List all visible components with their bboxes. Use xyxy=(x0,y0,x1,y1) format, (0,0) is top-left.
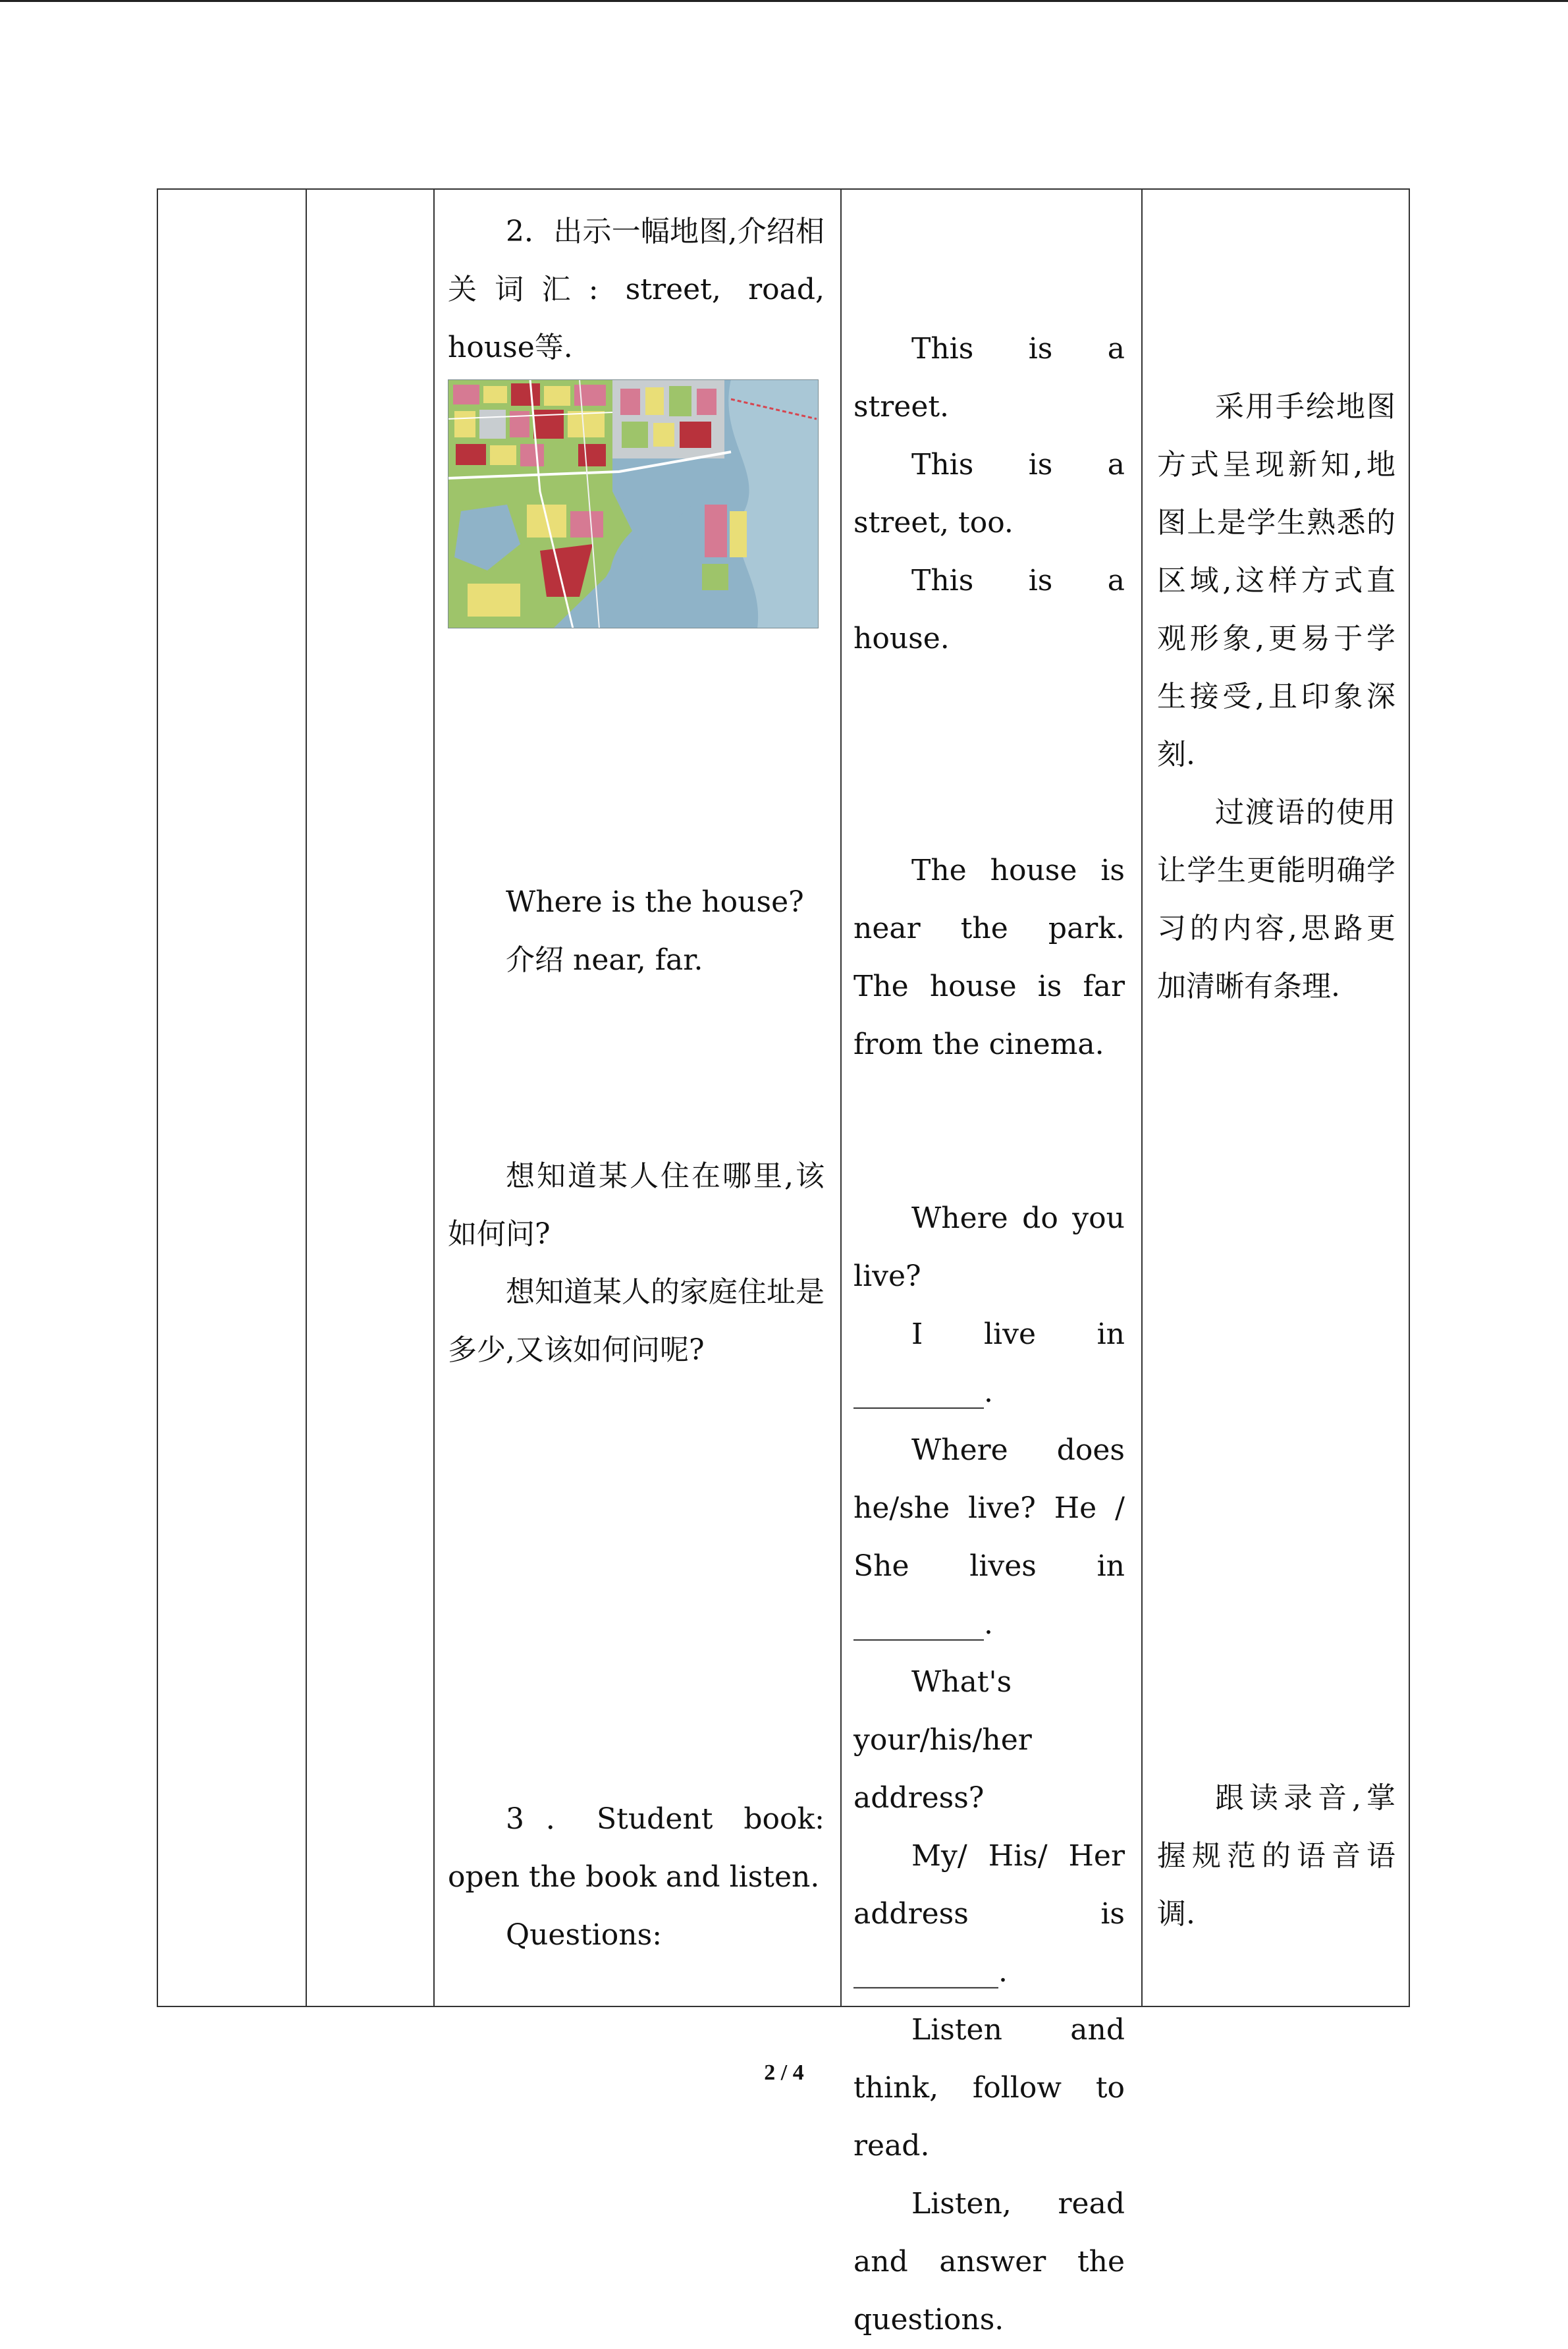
student-line: My/ His/ Her address is __________. xyxy=(853,1839,1125,1989)
teacher-question-where-house: Where is the house? xyxy=(506,885,804,919)
student-line: Where do you live? xyxy=(853,1202,1125,1293)
spacer xyxy=(853,668,1125,842)
spacer xyxy=(448,628,825,873)
design-note: 采用手绘地图方式呈现新知,地图上是学生熟悉的区域,这样方式直观形象,更易于学生接受,且印象深刻. xyxy=(1157,390,1395,771)
page-number: 2 / 4 xyxy=(764,2060,804,2085)
spacer xyxy=(1157,190,1395,378)
student-line: This is a house. xyxy=(853,564,1125,655)
student-line: Listen, read and answer the questions. xyxy=(853,2187,1125,2336)
top-rule xyxy=(0,0,1568,2)
teacher-question-live: 想知道某人住在哪里,该如何问? xyxy=(448,1159,825,1251)
spacer xyxy=(853,1074,1125,1190)
student-line: This is a street, too. xyxy=(853,448,1125,539)
student-line: I live in _________. xyxy=(853,1317,1125,1409)
student-line: Listen and think, follow to read. xyxy=(853,2013,1125,2163)
teacher-item-2: 2．出示一幅地图,介绍相关词汇: street, road, house等. xyxy=(448,215,825,364)
spacer xyxy=(1157,1016,1395,1769)
design-intent-cell xyxy=(1143,190,1409,1943)
design-note: 跟读录音,掌握规范的语音语调. xyxy=(1157,1781,1395,1931)
student-line: What's your/his/her address? xyxy=(853,1665,1032,1815)
student-line: The house is near the park. The house is far from the cinema. xyxy=(853,854,1125,1061)
spacer xyxy=(448,1379,825,1790)
student-line: Where does he/she live? He / She lives in _________. xyxy=(853,1433,1125,1641)
spacer xyxy=(853,190,1125,320)
teacher-intro-near-far: 介绍 near, far. xyxy=(506,943,703,977)
teacher-question-address: 想知道某人的家庭住址是多少,又该如何问呢? xyxy=(448,1275,825,1367)
teacher-activities-cell xyxy=(435,190,836,1964)
student-activities-cell xyxy=(842,190,1137,2349)
column-divider xyxy=(306,190,307,2006)
teacher-item-3: 3．Student book: open the book and listen. xyxy=(448,1802,825,1894)
teacher-questions-label: Questions: xyxy=(506,1918,662,1952)
spacer xyxy=(448,989,825,1147)
city-planning-map-photo xyxy=(448,379,819,628)
design-note: 过渡语的使用让学生更能明确学习的内容,思路更加清晰有条理. xyxy=(1157,796,1395,1003)
student-line: This is a street. xyxy=(853,332,1125,424)
